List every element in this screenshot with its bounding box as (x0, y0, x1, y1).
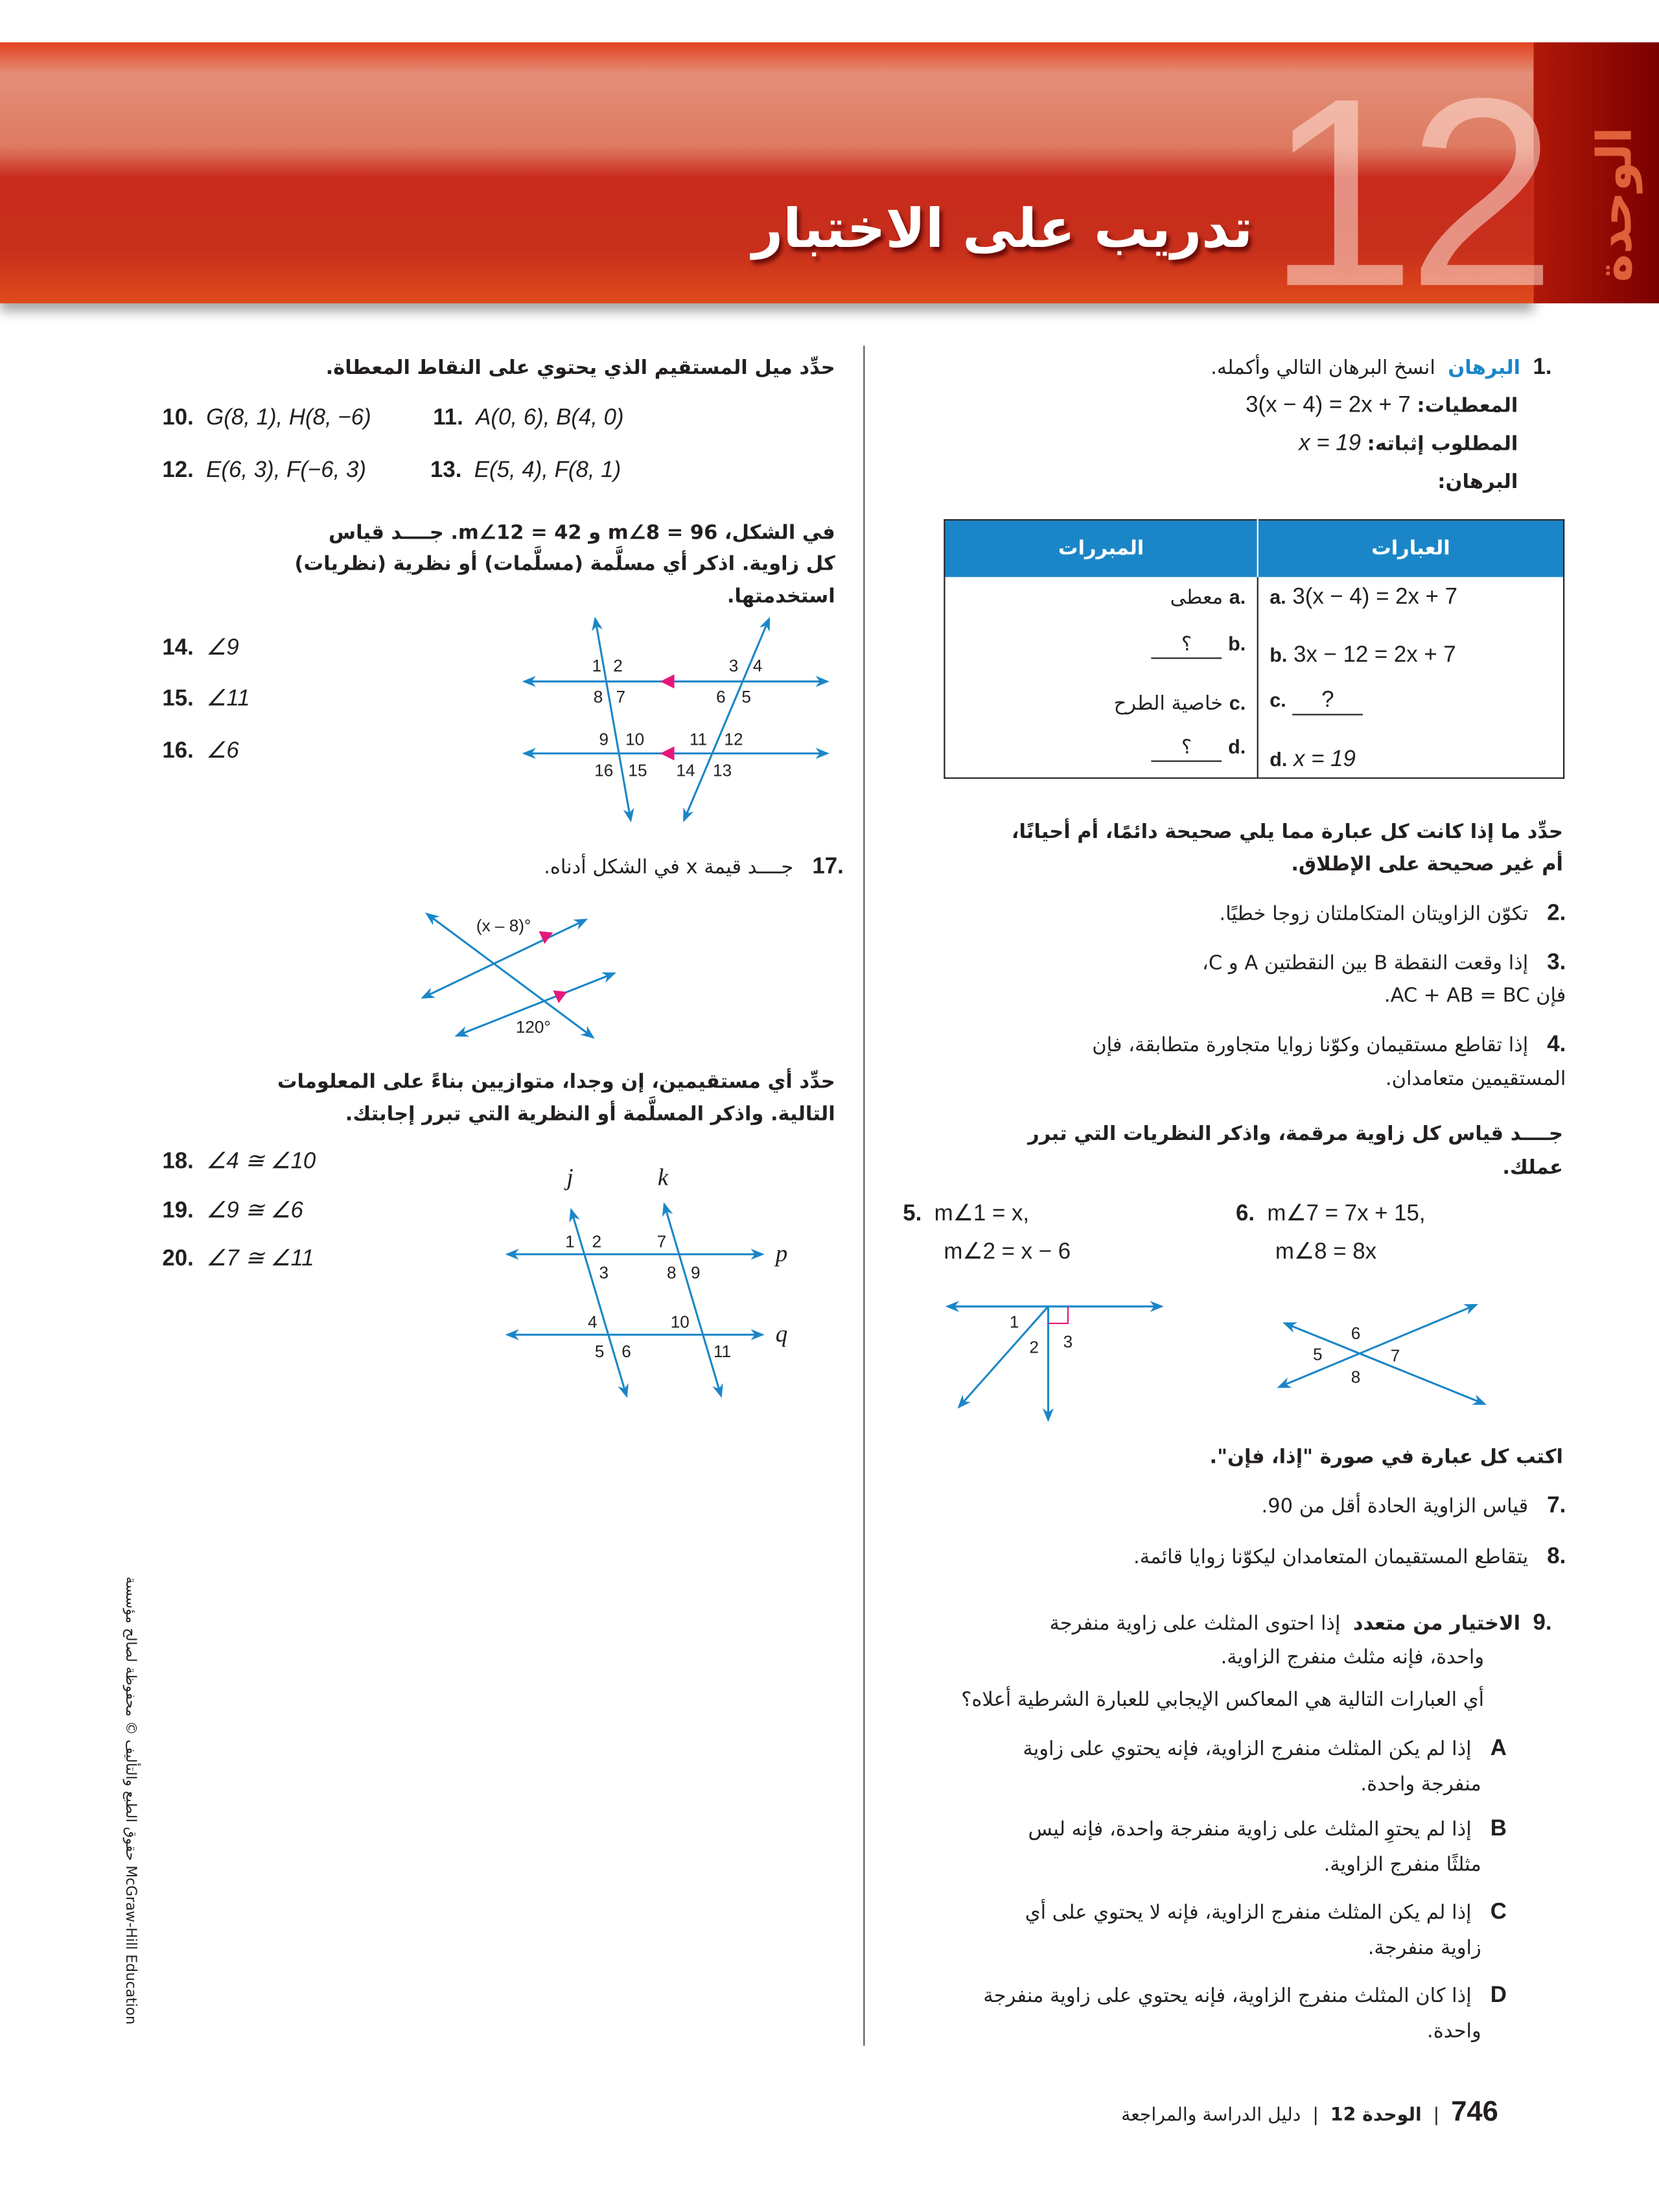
q1-proof-label: البرهان: (1437, 471, 1518, 494)
q14: 14. ∠9 (162, 636, 239, 660)
statement-a: a. 3(x − 4) = 2x + 7 (1270, 585, 1457, 610)
q5-line-2: m∠2 = x − 6 (944, 1240, 1071, 1264)
q1-prove: المطلوب إثباته: x = 19 (1299, 432, 1518, 456)
angle-label: 6 (716, 687, 726, 707)
measure-heading-1: جــــد قياس كل زاوية مرقمة، واذكر النظريات التي تبرر (1028, 1123, 1564, 1146)
transversal (593, 620, 631, 820)
angle-label: 16 (594, 760, 614, 780)
q9-line-2: واحدة، فإنه مثلث منفرج الزاوية. (1220, 1646, 1485, 1670)
angle-label: 5 (594, 1342, 605, 1362)
angle-label: 3 (1063, 1331, 1073, 1351)
truth-heading-2: أم غير صحيحة على الإطلاق. (1291, 854, 1564, 876)
copyright-notice: حقوق الطبع والتأليف © محفوظة لصالح مؤسسة McGraw-Hill Education (122, 1576, 138, 2025)
line-k (664, 1205, 721, 1395)
right-angle-icon (1048, 1307, 1067, 1323)
reason-d: d. ؟ (1152, 734, 1246, 762)
q7: 7. قياس الزاوية الحادة أقل من 90. (1261, 1494, 1566, 1519)
angle-label: 11 (713, 1342, 732, 1362)
option-d-line-2: واحدة. (1427, 2020, 1481, 2043)
reasons-header: المبررات (944, 520, 1257, 577)
angle-label: 8 (593, 687, 603, 707)
angle-label: 9 (690, 1263, 701, 1283)
q3-line-1: 3. إذا وقعت النقطة B بين النقطتين A و C، (1202, 951, 1566, 975)
angle-label: 11 (690, 729, 708, 749)
q1-given: المعطيات: 3(x − 4) = 2x + 7 (1246, 393, 1518, 418)
angle-label: 8 (1351, 1367, 1361, 1387)
q11: 11. A(0, 6), B(4, 0) (433, 406, 624, 430)
q12: 12. E(6, 3), F(−6, 3) (162, 458, 366, 483)
angle-label: 1 (592, 656, 602, 676)
angle-label: 3 (599, 1263, 609, 1283)
q4-line-2: المستقيمين متعامدان. (1385, 1067, 1566, 1091)
slope-heading: حدِّد ميل المستقيم الذي يحتوي على النقاط المعطاة. (325, 356, 835, 380)
line-label-q: q (775, 1321, 788, 1348)
statement-b: b. 3x − 12 = 2x + 7 (1270, 643, 1456, 668)
parallel-marker-icon (660, 675, 675, 689)
angle-label: 6 (621, 1342, 631, 1362)
angle-label: 5 (1312, 1344, 1323, 1364)
option-d[interactable]: D إذا كان المثلث منفرج الزاوية، فإنه يحتوي على زاوية منفرجة (983, 1983, 1507, 2008)
angle-label: 15 (628, 760, 647, 780)
angle-label: 6 (1351, 1323, 1361, 1343)
q9-line-1: 9. الاختيار من متعدد إذا احتوى المثلث على زاوية منفرجة (1049, 1611, 1552, 1636)
angle-label: 9 (599, 729, 609, 749)
q2: 2. تكوّن الزاويتان المتكاملتان زوجا خطيًا. (1219, 902, 1566, 926)
option-b-line-2: مثلثًا منفرج الزاوية. (1323, 1854, 1481, 1877)
transversal (684, 620, 769, 820)
unit-number: 12 (1266, 43, 1548, 343)
angle-label: 4 (752, 656, 763, 676)
angle-label: 1 (565, 1231, 575, 1252)
angle-label: 120° (515, 1017, 551, 1037)
angle-label: 3 (728, 656, 739, 676)
statement-c: c. ? (1270, 687, 1363, 716)
statements-header: العبارات (1258, 520, 1564, 577)
q6-diagram (1279, 1305, 1484, 1404)
q1-prompt: 1. البرهان انسخ البرهان التالي وأكمله. (1211, 355, 1552, 380)
option-c[interactable]: C إذا لم يكن المثلث منفرج الزاوية، فإنه لا يحتوي على أي (1025, 1900, 1507, 1925)
parallel-heading-2: التالية. واذكر المسلَّمة أو النظرية التي تبرر إجابتك. (345, 1103, 835, 1126)
reason-c: c. خاصية الطرح (1113, 691, 1246, 716)
parallel-marker-icon (660, 747, 675, 761)
figure-para-2: كل زاوية. اذكر أي مسلَّمة (مسلَّمات) أو نظرية (نظريات) (294, 553, 835, 576)
figure-para-3: استخدمتها. (726, 585, 835, 609)
parallel-transversal-diagram (525, 620, 827, 820)
q13: 13. E(5, 4), F(8, 1) (430, 458, 621, 483)
angle-label: 7 (1390, 1345, 1400, 1366)
q20: 20. ∠7 ≅ ∠11 (162, 1247, 314, 1272)
angle-label: (x – 8)° (476, 915, 531, 935)
q6-line-2: m∠8 = 8x (1275, 1240, 1377, 1264)
statement-d: d. x = 19 (1270, 747, 1356, 772)
line-label-k: k (657, 1164, 669, 1191)
angle-label: 2 (592, 1231, 602, 1252)
reason-b: b. ؟ (1152, 631, 1246, 659)
angle-label: 2 (613, 656, 623, 676)
option-c-line-2: زاوية منفرجة. (1367, 1937, 1481, 1960)
q5-diagram (948, 1307, 1161, 1419)
q17: 17. جــــد قيمة x في الشكل أدناه. (544, 855, 844, 879)
q18: 18. ∠4 ≅ ∠10 (162, 1150, 316, 1174)
q10: 10. G(8, 1), H(8, −6) (162, 406, 371, 430)
reason-a: a. معطى (1170, 585, 1246, 610)
q5-line-1: 5. m∠1 = x, (903, 1202, 1030, 1226)
q9-question: أي العبارات التالية هي المعاكس الإيجابي للعبارة الشرطية أعلاه؟ (961, 1688, 1485, 1712)
page-title: تدريب على الاختبار (752, 197, 1253, 260)
angle-label: 13 (713, 760, 732, 780)
line (1279, 1305, 1476, 1387)
line-label-j: j (566, 1164, 574, 1191)
q4-line-1: 4. إذا تقاطع مستقيمان وكوّنا زوايا متجاورة متطابقة، فإن (1092, 1032, 1566, 1057)
q3-line-2: فإن AC + AB = BC. (1384, 984, 1566, 1008)
unit-label: الوحدة (1587, 126, 1644, 283)
angle-label: 7 (616, 687, 626, 707)
angle-label: 10 (625, 729, 645, 749)
angle-label: 12 (724, 729, 743, 749)
page-footer: 746 | الوحدة 12 | دليل الدراسة والمراجعة (1121, 2096, 1498, 2128)
ifthen-heading: اكتب كل عبارة في صورة "إذا، فإن". (1209, 1446, 1564, 1469)
angle-label: 14 (676, 760, 695, 780)
line-label-p: p (775, 1240, 788, 1268)
angle-label: 4 (588, 1312, 597, 1332)
q6-line-1: 6. m∠7 = 7x + 15, (1235, 1202, 1426, 1226)
angle-label: 10 (670, 1312, 690, 1332)
parallel-heading-1: حدِّد أي مستقيمين، إن وجدا، متوازيين بناءً على المعلومات (277, 1071, 835, 1094)
q15: 15. ∠11 (162, 687, 250, 712)
angle-label: 1 (1009, 1312, 1019, 1332)
angle-label: 2 (1029, 1337, 1039, 1357)
measure-heading-2: عملك. (1502, 1157, 1564, 1180)
option-a[interactable]: A إذا لم يكن المثلث منفرج الزاوية، فإنه يحتوي على زاوية (1023, 1736, 1507, 1761)
lines-jkpq-diagram (508, 1205, 762, 1395)
q16: 16. ∠6 (162, 739, 239, 763)
q19: 19. ∠9 ≅ ∠6 (162, 1199, 303, 1224)
angle-label: 7 (656, 1231, 667, 1252)
truth-heading-1: حدِّد ما إذا كانت كل عبارة مما يلي صحيحة دائمًا، أم أحيانًا، (1011, 821, 1564, 844)
q8: 8. يتقاطع المستقيمان المتعامدان ليكوّنا زوايا قائمة. (1133, 1544, 1566, 1569)
angle-label: 8 (666, 1263, 677, 1283)
option-b[interactable]: B إذا لم يحتوِ المثلث على زاوية منفرجة واحدة، فإنه ليس (1028, 1817, 1507, 1841)
figure-para-1: في الشكل، m∠8 = 96 و m∠12 = 42. جــــد قياس (329, 522, 835, 545)
option-a-line-2: منفرجة واحدة. (1360, 1773, 1481, 1797)
angle-label: 5 (741, 687, 751, 707)
